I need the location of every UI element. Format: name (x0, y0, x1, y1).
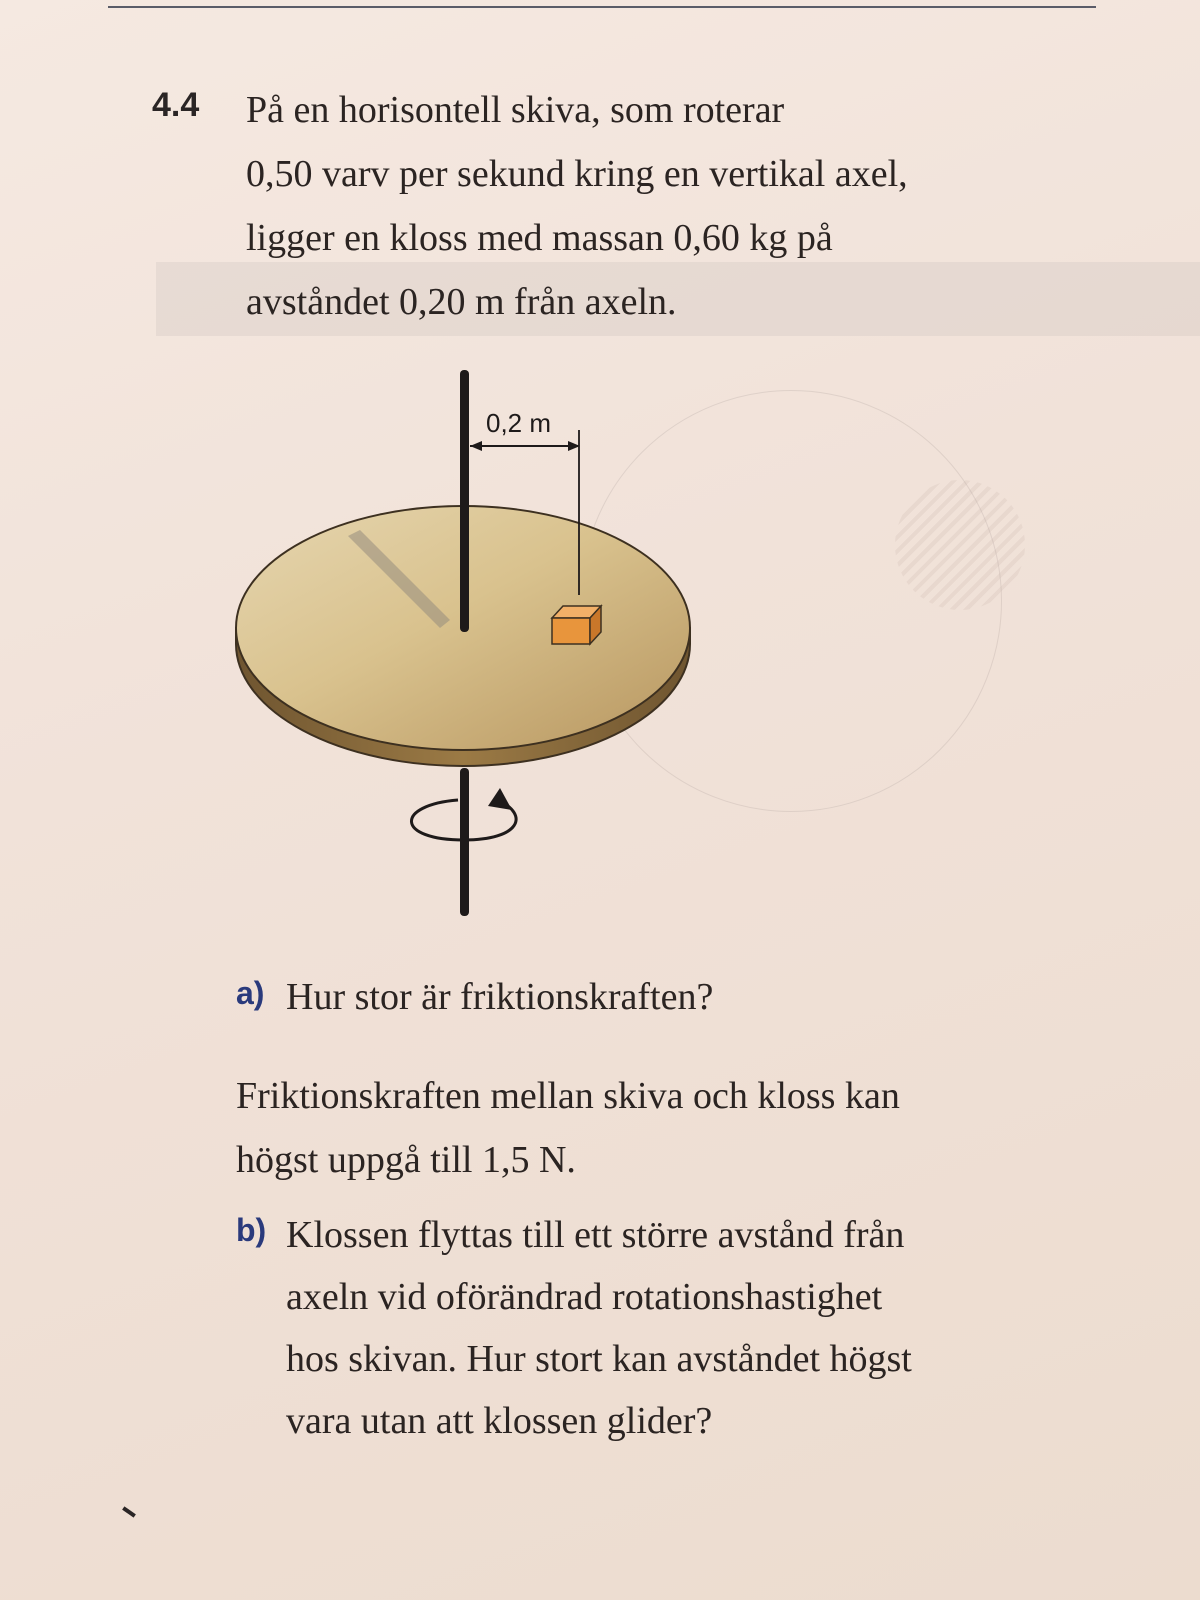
question-b-line: vara utan att klossen glider? (286, 1400, 713, 1442)
question-b-text (286, 1204, 912, 1452)
block (552, 606, 601, 644)
problem-statement (246, 78, 1106, 334)
question-a-text (286, 966, 713, 1028)
note-line: Friktionskraften mellan skiva och kloss kan (236, 1075, 900, 1117)
problem-line: 0,50 varv per sekund kring en vertikal axel, (246, 153, 908, 195)
question-b-line: axeln vid oförändrad rotationshastighet (286, 1276, 883, 1318)
question-b-line: hos skivan. Hur stort kan avståndet högst (286, 1338, 912, 1380)
pen-mark (122, 1506, 136, 1517)
distance-label: 0,2 m (486, 408, 552, 438)
note-line: högst uppgå till 1,5 N. (236, 1139, 576, 1181)
top-rule (108, 6, 1096, 8)
question-b-label: b) (236, 1212, 267, 1248)
problem-line: avståndet 0,20 m från axeln. (246, 281, 677, 323)
bleedthrough-hatch (895, 480, 1025, 610)
friction-note (236, 1064, 900, 1192)
rotation-arrowhead (488, 788, 512, 810)
problem-number: 4.4 (152, 86, 200, 124)
problem-line: ligger en kloss med massan 0,60 kg på (246, 217, 833, 259)
question-b-line: Klossen flyttas till ett större avstånd från (286, 1214, 905, 1256)
axle-lower (460, 768, 469, 916)
problem-line: På en horisontell skiva, som roterar (246, 89, 785, 131)
rotating-disk-figure (230, 370, 710, 940)
question-a-label: a) (236, 975, 265, 1011)
dimension-arrowhead-left (470, 441, 482, 451)
axle-upper (460, 370, 469, 632)
question-a-line: Hur stor är friktionskraften? (286, 976, 714, 1018)
